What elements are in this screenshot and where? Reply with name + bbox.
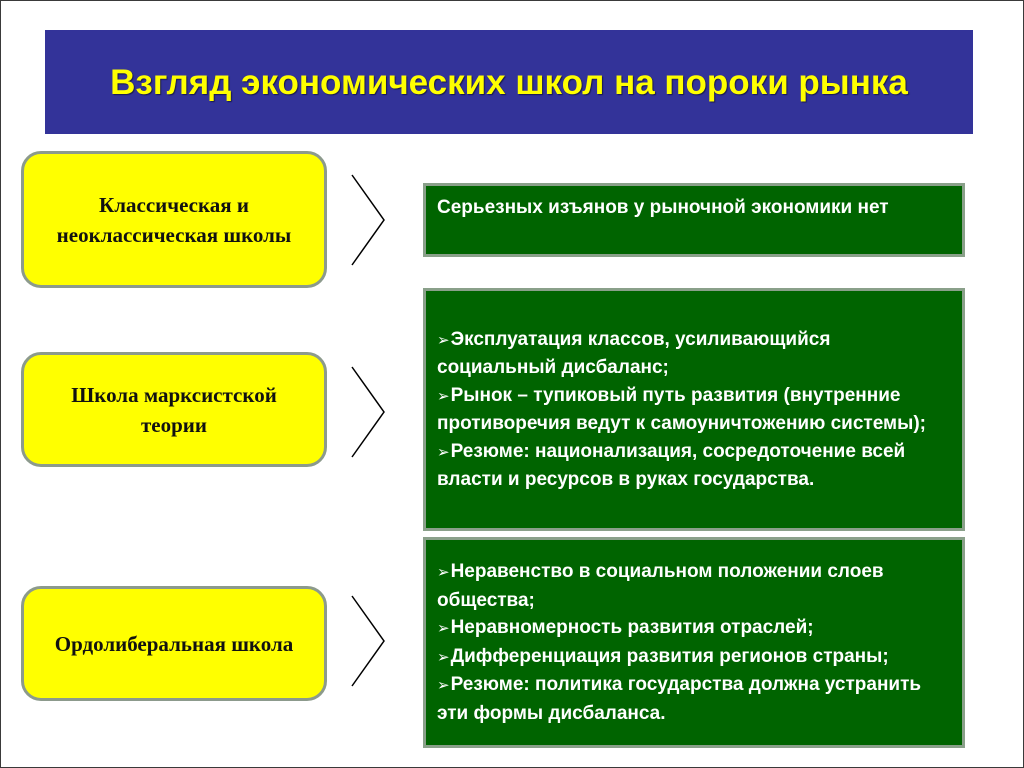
bullet-item: ➢Резюме: национализация, сосредоточение всей власти и ресурсов в руках государства.	[437, 440, 906, 490]
school-label: Школа марксистской теории	[71, 382, 277, 437]
chevron-right-outline-icon	[350, 594, 386, 688]
title-bar	[45, 30, 973, 134]
description-box-ordoliberal	[423, 537, 965, 748]
bullet-item: ➢Неравномерность развития отраслей;	[437, 617, 814, 638]
chevron-right-outline-icon	[350, 365, 386, 459]
slide-title: Взгляд экономических школ на пороки рынка	[110, 62, 908, 102]
bullet-item: ➢Рынок – тупиковый путь развития (внутренние противоречия ведут к самоуничтожению системы);	[437, 384, 926, 434]
school-box-ordoliberal	[21, 586, 327, 701]
arrow-bullet-icon: ➢	[437, 563, 450, 581]
bullet-item: ➢Неравенство в социальном положении слоев общества;	[437, 561, 884, 611]
arrow-bullet-icon: ➢	[437, 619, 450, 637]
school-label: Ордолиберальная школа	[54, 631, 294, 656]
description-text: Серьезных изъянов у рыночной экономики нет	[437, 197, 889, 218]
arrow-bullet-icon: ➢	[437, 330, 450, 349]
chevron-right-outline-icon	[350, 173, 386, 267]
arrow-bullet-icon: ➢	[437, 386, 450, 405]
school-label: Классическая и неоклассическая школы	[56, 192, 292, 247]
bullet-item: ➢Эксплуатация классов, усиливающийся социальный дисбаланс;	[437, 328, 831, 378]
arrow-bullet-icon: ➢	[437, 676, 450, 694]
arrow-bullet-icon: ➢	[437, 442, 450, 461]
bullet-item: ➢Дифференциация развития регионов страны;	[437, 645, 889, 667]
school-box-marxist	[21, 352, 327, 467]
description-box-classical	[423, 183, 965, 257]
description-box-marxist	[423, 288, 965, 531]
bullet-item: ➢Резюме: политика государства должна устранить эти формы дисбаланса.	[437, 674, 922, 724]
school-box-classical	[21, 151, 327, 288]
arrow-bullet-icon: ➢	[437, 647, 450, 666]
